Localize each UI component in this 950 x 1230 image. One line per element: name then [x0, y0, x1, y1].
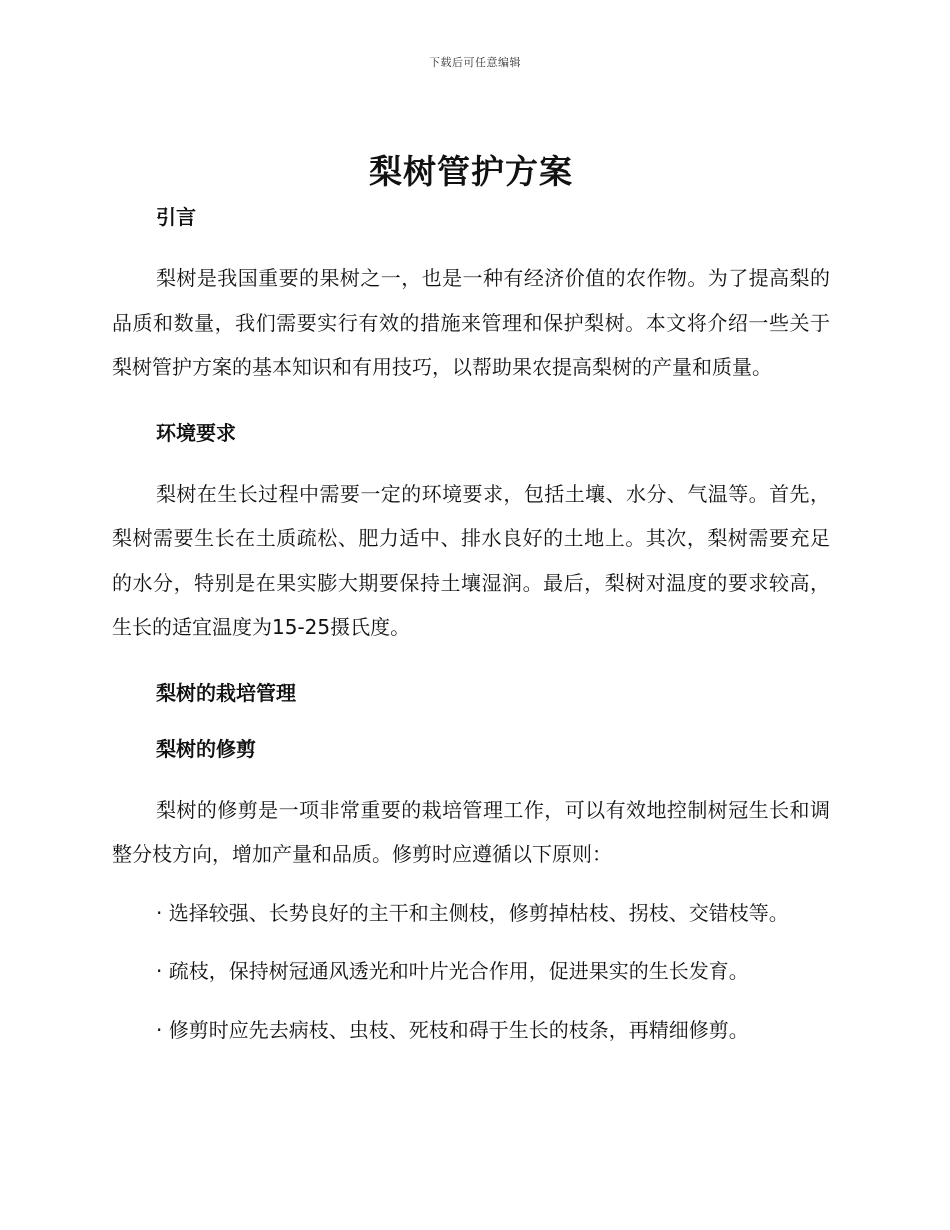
paragraph-intro: 梨树是我国重要的果树之一，也是一种有经济价值的农作物。为了提高梨的品质和数量，我们需要实行有效的措施来管理和保护梨树。本文将介绍一些关于梨树管护方案的基本知识和有用技巧，以帮助果农提高梨树的产量和质量。: [112, 266, 830, 379]
paragraph-pruning: 梨树的修剪是一项非常重要的栽培管理工作，可以有效地控制树冠生长和调整分枝方向，增加产量和品质。修剪时应遵循以下原则：: [112, 797, 830, 866]
section-heading-intro: 引言: [156, 205, 196, 229]
list-item: · 修剪时应先去病枝、虫枝、死枝和碍于生长的枝条，再精细修剪。: [156, 1017, 749, 1042]
section-heading-environment: 环境要求: [156, 420, 236, 445]
document-body: [112, 150, 830, 1052]
list-item: · 选择较强、长势良好的主干和主侧枝，修剪掉枯枝、拐枝、交错枝等。: [156, 900, 789, 925]
header-note: 下载后可任意编辑: [429, 56, 521, 69]
section-heading-pruning: 梨树的修剪: [156, 736, 256, 761]
list-item: · 疏枝，保持树冠通风透光和叶片光合作用，促进果实的生长发育。: [156, 959, 749, 983]
paragraph-environment: 梨树在生长过程中需要一定的环境要求，包括土壤、水分、气温等。首先，梨树需要生长在土质疏松、肥力适中、排水良好的土地上。其次，梨树需要充足的水分，特别是在果实膨大期要保持土壤湿润。最后，梨树对温度的要求较高，生长的适宜温度为15-25摄氏度。: [112, 481, 830, 639]
document-title: 梨树管护方案: [369, 152, 573, 191]
section-heading-cultivation: 梨树的栽培管理: [156, 680, 296, 705]
